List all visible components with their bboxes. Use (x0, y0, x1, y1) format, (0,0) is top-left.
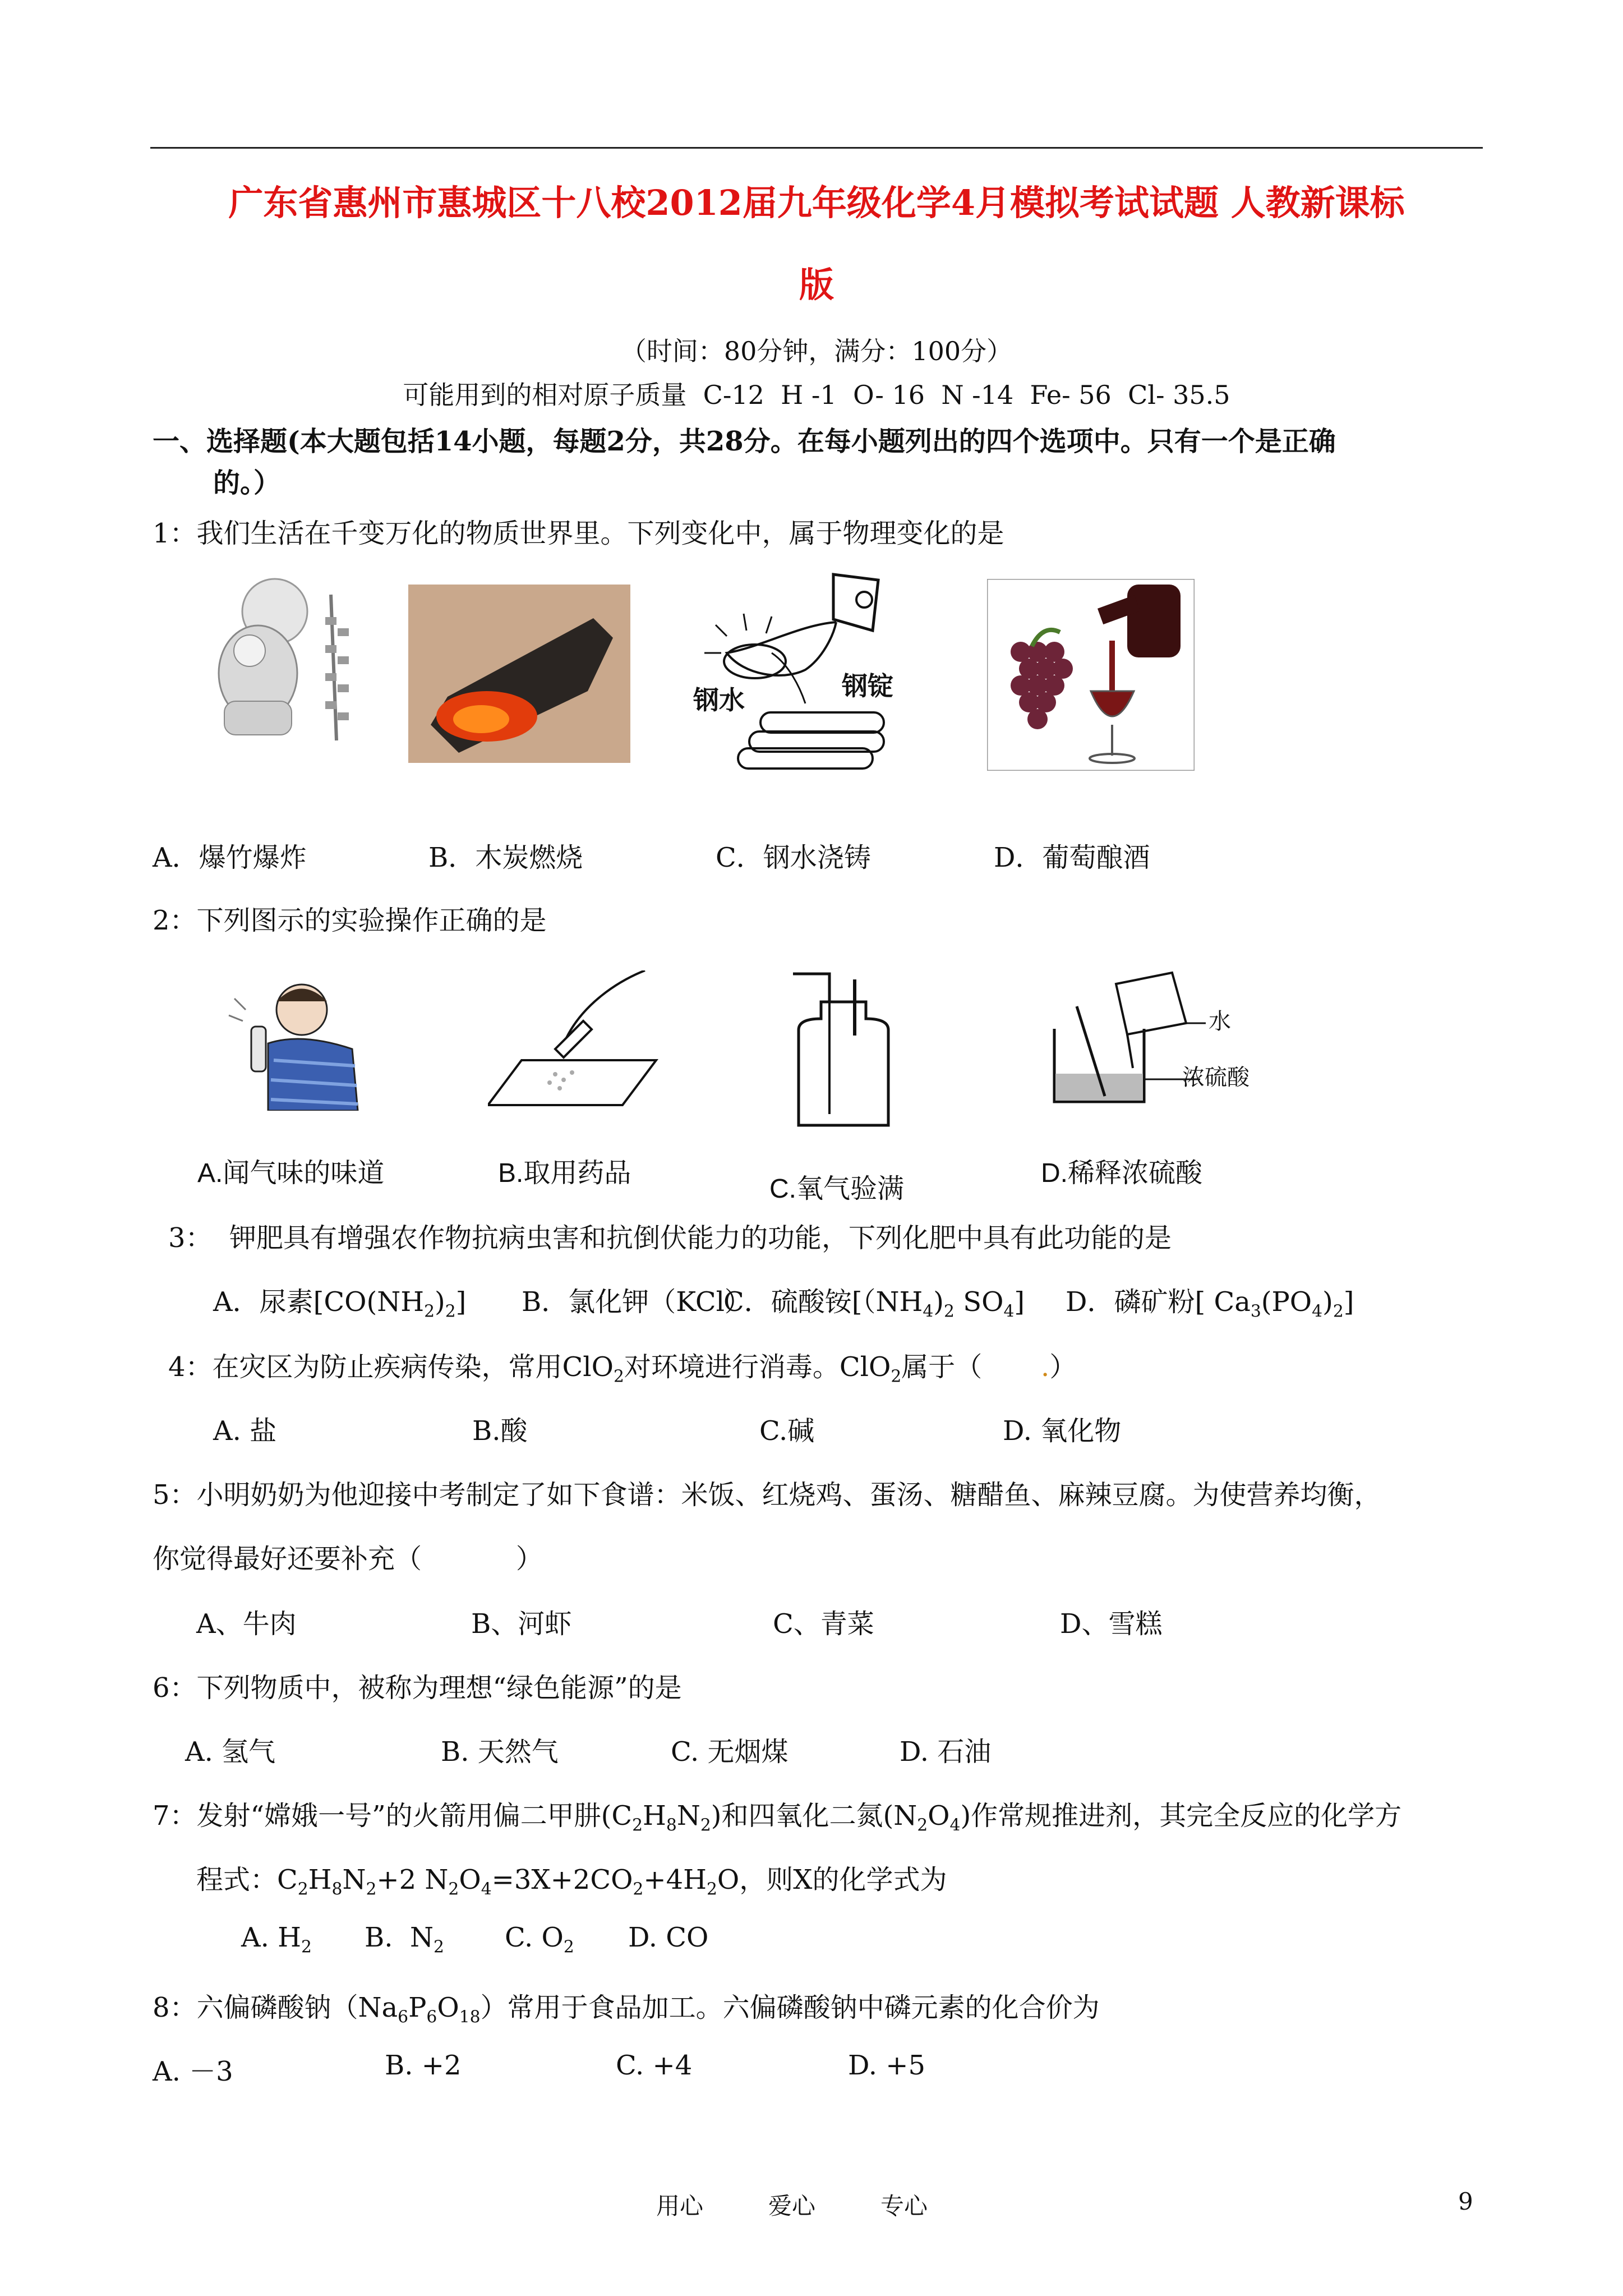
q2-option-c: C.氧气验满 (769, 1174, 905, 1204)
q5-stem-line1: 5：小明奶奶为他迎接中考制定了如下食谱：米饭、红烧鸡、蛋汤、糖醋鱼、麻辣豆腐。为使营养均衡， (153, 1479, 1381, 1511)
wine-figure (987, 579, 1195, 771)
q3-stem: 3： 钾肥具有增强农作物抗病虫害和抗倒伏能力的功能，下列化肥中具有此功能的是 (168, 1222, 1172, 1254)
q8-option-b: B. +2 (385, 2050, 462, 2081)
q5-option-d: D、雪糕 (1060, 1608, 1163, 1640)
q7-option-b: B. $N_2$ (365, 1922, 444, 1957)
q1-option-c: C．钢水浇铸 (716, 842, 871, 873)
firecracker-figure (191, 572, 359, 757)
atomic-masses: 可能用到的相对原子质量 C-12 H -1 O- 16 N -14 Fe- 56 Cl- 35.5 (403, 380, 1230, 410)
q4-option-c: C.碱 (759, 1415, 815, 1447)
footer-text-3: 专心 (880, 2192, 928, 2220)
q5-option-b: B、河虾 (471, 1608, 572, 1640)
dilute-acid-figure (1043, 967, 1256, 1113)
q1-stem: 1：我们生活在千变万化的物质世界里。下列变化中，属于物理变化的是 (153, 518, 1004, 549)
q1-option-b: B．木炭燃烧 (428, 842, 583, 873)
q3-option-c: C．硫酸铵[$(NH_4)_2$ $SO_4$] (723, 1286, 1025, 1322)
steel-casting-figure (693, 569, 906, 782)
q3-option-d: D．磷矿粉[ $Ca_3(PO_4)_2$] (1066, 1286, 1354, 1322)
top-rule (150, 147, 1483, 149)
q8-option-d: D. +5 (848, 2050, 926, 2081)
q3-option-b: B．氯化钾（KCl） (522, 1286, 751, 1318)
steel-water-label: 钢水 (693, 685, 745, 715)
q3-option-a: A．尿素$[CO(NH_2)_2]$ (213, 1286, 467, 1322)
q6-option-d: D. 石油 (900, 1736, 992, 1768)
q6-stem: 6：下列物质中，被称为理想“绿色能源”的是 (153, 1672, 682, 1704)
q6-option-c: C. 无烟煤 (671, 1736, 789, 1768)
q2-option-a: A.闻气味的味道 (197, 1158, 385, 1188)
q4-option-b: B.酸 (472, 1415, 528, 1447)
q8-option-a: A. －3 (153, 2056, 233, 2087)
acid-label: 浓硫酸 (1182, 1065, 1249, 1091)
q2-option-b: B.取用药品 (498, 1158, 631, 1188)
q6-option-b: B. 天然气 (441, 1736, 559, 1768)
q7-stem-line1: 7：发射“嫦娥一号”的火箭用偏二甲肼$(C_2H_8N_2)$和四氧化二氮$(N_2O_4)$作常规推进剂，其完全反应的化学方 (153, 1800, 1402, 1835)
smell-gas-figure (218, 976, 363, 1111)
q7-option-c: C. $O_2$ (505, 1922, 574, 1957)
page-title-line2: 版 (799, 264, 834, 305)
q8-option-c: C. +4 (616, 2050, 693, 2081)
q5-option-a: A、牛肉 (196, 1608, 297, 1640)
page-title-line1: 广东省惠州市惠城区十八校2012届九年级化学4月模拟考试试题 人教新课标 (228, 182, 1405, 223)
section-heading-line2: 的。） (213, 467, 281, 499)
q2-stem: 2：下列图示的实验操作正确的是 (153, 905, 547, 936)
q7-stem-line2: 程式：$C_2H_8N_2+2$ $N_2O_4=3X+2CO_2+4H_2O$，则X的化学式为 (196, 1864, 947, 1899)
time-info: （时间：80分钟，满分：100分） (620, 336, 1013, 366)
take-reagent-figure (488, 970, 667, 1111)
q8-stem: 8：六偏磷酸钠$(Na_6P_6O_{18})$常用于食品加工。六偏磷酸钠中磷元素的化合价为 (153, 1992, 1100, 2027)
q1-option-a: A．爆竹爆炸 (153, 842, 307, 873)
oxygen-test-figure (787, 968, 900, 1131)
footer-text-2: 爱心 (768, 2192, 816, 2220)
q4-stem: 4：在灾区为防止疾病传染，常用ClO$_2$对环境进行消毒。ClO$_2$属于（ .） (168, 1351, 1077, 1387)
q6-option-a: A. 氢气 (185, 1736, 276, 1768)
charcoal-figure (408, 585, 630, 763)
page-number: 9 (1458, 2188, 1473, 2215)
q4-option-a: A. 盐 (213, 1415, 277, 1447)
q5-stem-line2: 你觉得最好还要补充（ ） (153, 1543, 543, 1575)
footer-text-1: 用心 (656, 2192, 704, 2220)
section-heading-line1: 一、选择题(本大题包括14小题，每题2分，共28分。在每小题列出的四个选项中。只有一个是正确 (153, 426, 1336, 457)
steel-ingot-label: 钢锭 (842, 671, 893, 701)
q1-option-d: D．葡萄酿酒 (994, 842, 1150, 873)
water-label: 水 (1209, 1009, 1231, 1034)
q7-option-a: A. $H_2$ (241, 1922, 312, 1957)
q5-option-c: C、青菜 (773, 1608, 874, 1640)
q2-option-d: D.稀释浓硫酸 (1041, 1158, 1203, 1188)
q4-option-d: D. 氧化物 (1003, 1415, 1122, 1447)
q7-option-d: D. CO (628, 1922, 709, 1953)
